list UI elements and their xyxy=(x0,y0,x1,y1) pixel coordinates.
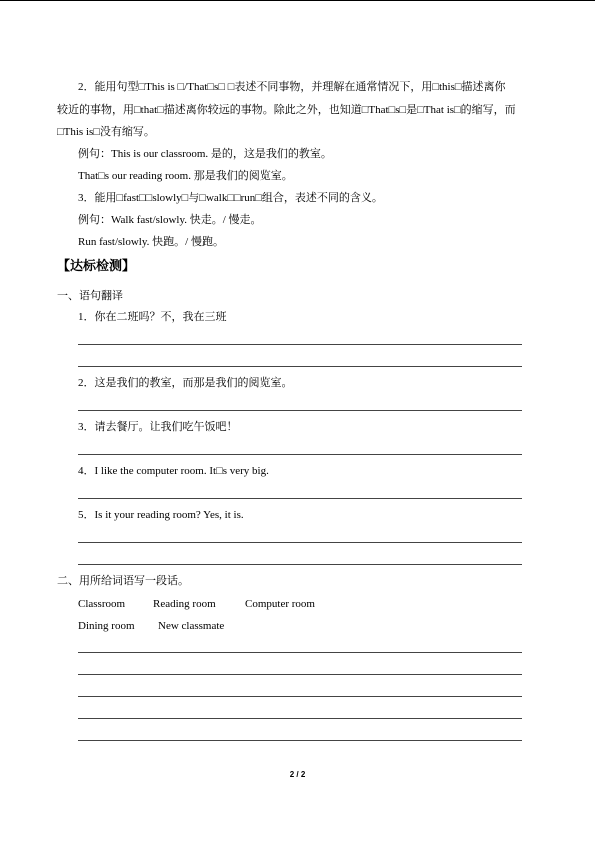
point-2-line-2: 较近的事物，用□that□描述离你较远的事物。除此之外，也知道□That□s□是□That is□的缩写，而 xyxy=(57,104,516,116)
part-2-title: 二、用所给词语写一段话。 xyxy=(57,575,189,587)
answer-line[interactable] xyxy=(78,366,522,367)
exercise-item-1: 1．你在二班吗？不，我在三班 xyxy=(78,311,227,323)
exercise-item-5: 5．Is it your reading room? Yes, it is. xyxy=(78,509,244,521)
section-heading: 【达标检测】 xyxy=(57,258,136,273)
exercise-item-3: 3．请去餐厅。让我们吃午饭吧！ xyxy=(78,421,238,433)
answer-line[interactable] xyxy=(78,344,522,345)
example-1-line-1: 例句：This is our classroom. 是的，这是我们的教室。 xyxy=(78,148,332,160)
answer-line[interactable] xyxy=(78,542,522,543)
answer-line[interactable] xyxy=(78,498,522,499)
exercise-item-2: 2．这是我们的教室，而那是我们的阅览室。 xyxy=(78,377,293,389)
example-2-line-1: 例句：Walk fast/slowly. 快走。/ 慢走。 xyxy=(78,214,262,226)
given-word-reading-room: Reading room xyxy=(153,598,216,610)
example-1-line-2: That□s our reading room. 那是我们的阅览室。 xyxy=(78,170,293,182)
point-2-line-1: 2．能用句型□This is □/That□s□ □表述不同事物，并理解在通常情况下，用□this□描述离你 xyxy=(78,81,506,93)
example-2-line-2: Run fast/slowly. 快跑。/ 慢跑。 xyxy=(78,236,224,248)
point-3-line-1: 3．能用□fast□□slowly□与□walk□□run□组合，表述不同的含义。 xyxy=(78,192,383,204)
part-1-title: 一、语句翻译 xyxy=(57,290,123,302)
answer-line[interactable] xyxy=(78,410,522,411)
given-word-computer-room: Computer room xyxy=(245,598,315,610)
writing-line[interactable] xyxy=(78,696,522,697)
writing-line[interactable] xyxy=(78,718,522,719)
point-2-line-3: □This is□没有缩写。 xyxy=(57,126,155,138)
exercise-item-4: 4．I like the computer room. It□s very big. xyxy=(78,465,269,477)
page-top-border xyxy=(0,0,595,1)
writing-line[interactable] xyxy=(78,652,522,653)
answer-line[interactable] xyxy=(78,454,522,455)
answer-line[interactable] xyxy=(78,564,522,565)
writing-line[interactable] xyxy=(78,740,522,741)
given-word-new-classmate: New classmate xyxy=(158,620,225,632)
writing-line[interactable] xyxy=(78,674,522,675)
given-word-classroom: Classroom xyxy=(78,598,126,610)
page-number: 2 / 2 xyxy=(289,770,306,779)
given-word-dining-room: Dining room xyxy=(78,620,135,632)
